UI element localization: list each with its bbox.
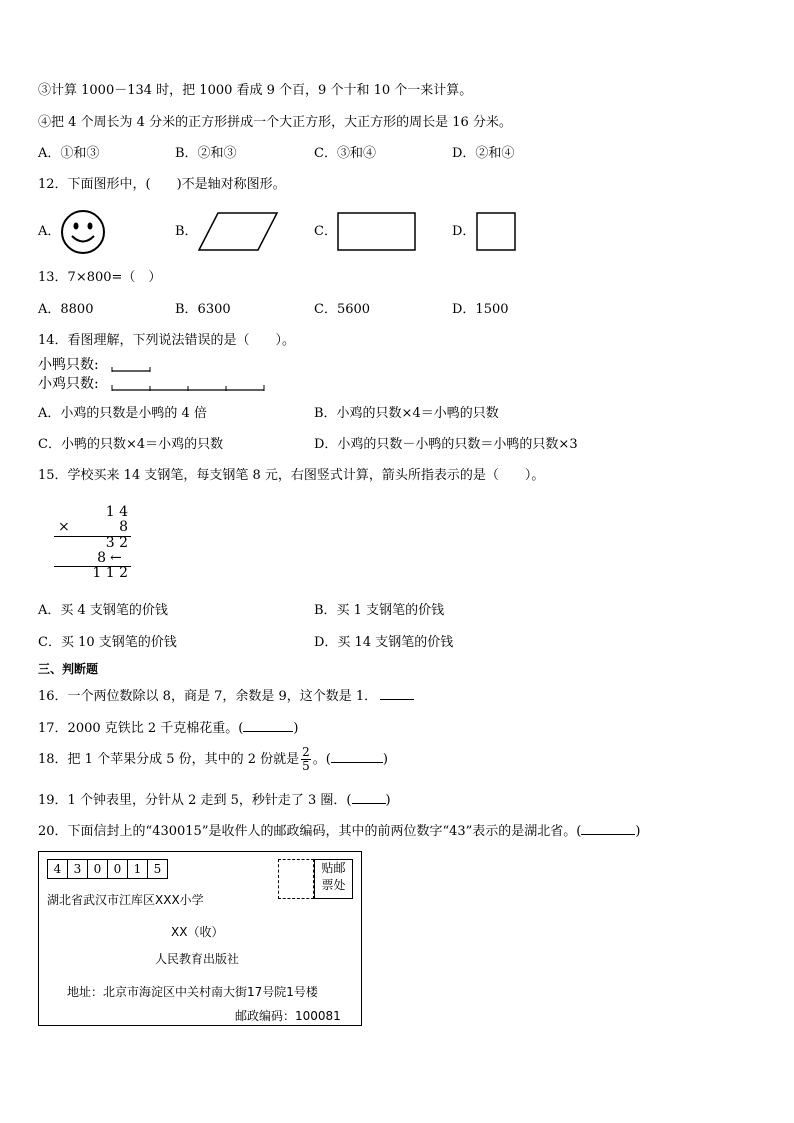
sender-postcode: 邮政编码：100081 bbox=[235, 1009, 341, 1023]
q12-option-c-letter[interactable]: C． bbox=[314, 224, 337, 239]
recipient-postcode bbox=[47, 859, 167, 879]
q11-option-b[interactable]: B．②和③ bbox=[175, 146, 237, 161]
postcode-digit: 0 bbox=[107, 859, 128, 879]
sender-address: 地址：北京市海淀区中关村南大街17号院1号楼 bbox=[67, 985, 318, 999]
q18-tail: 。( bbox=[312, 752, 331, 767]
q16-answer-blank[interactable] bbox=[380, 687, 414, 700]
q18-answer-blank[interactable] bbox=[331, 750, 383, 763]
q12-option-d-letter[interactable]: D． bbox=[452, 224, 476, 239]
q14-option-d[interactable]: D．小鸡的只数－小鸭的只数＝小鸭的只数×3 bbox=[314, 437, 578, 452]
postcode-digit: 5 bbox=[147, 859, 168, 879]
q20-line bbox=[38, 822, 640, 840]
q19-stem: 19．1 个钟表里，分针从 2 走到 5，秒针走了 3 圈．( bbox=[38, 793, 352, 808]
q11-option-a[interactable]: A．①和③ bbox=[38, 146, 100, 161]
stamp-label-line1: 贴邮 bbox=[321, 861, 346, 875]
q19-answer-blank[interactable] bbox=[352, 791, 386, 804]
q20-answer-blank[interactable] bbox=[581, 822, 635, 835]
q19-line bbox=[38, 791, 391, 809]
q13-option-d[interactable]: D．1500 bbox=[452, 302, 509, 317]
q19-close: ) bbox=[385, 793, 391, 808]
q14-option-b[interactable]: B．小鸡的只数×4＝小鸭的只数 bbox=[314, 406, 499, 421]
q17-close: ) bbox=[293, 721, 299, 736]
square-shape bbox=[476, 212, 518, 252]
q17-answer-blank[interactable] bbox=[243, 719, 293, 732]
q15-option-d[interactable]: D．买 14 支钢笔的价钱 bbox=[314, 635, 454, 650]
vertical-multiplicand: 1 4 bbox=[105, 504, 128, 520]
q16-line bbox=[38, 687, 414, 705]
duck-count-label: 小鸭只数: bbox=[38, 357, 99, 373]
vertical-partial-2: 8 bbox=[97, 550, 106, 566]
q12-stem: 12．下面图形中，( )不是轴对称图形。 bbox=[38, 177, 286, 192]
q15-option-b[interactable]: B．买 1 支钢笔的价钱 bbox=[314, 603, 445, 618]
stamp-placeholder bbox=[278, 859, 314, 899]
q18-close: ) bbox=[382, 752, 388, 767]
q15-stem: 15．学校买来 14 支钢笔，每支钢笔 8 元，右图竖式计算，箭头所指表示的是（ ）。 bbox=[38, 468, 545, 483]
section-title: 三、判断题 bbox=[38, 662, 99, 676]
recipient-name: XX（收） bbox=[171, 925, 224, 939]
q11-item4: ④把 4 个周长为 4 分米的正方形拼成一个大正方形，大正方形的周长是 16 分米。 bbox=[38, 115, 512, 130]
vertical-result: 1 1 2 bbox=[92, 565, 128, 581]
q20-close: ) bbox=[635, 824, 641, 839]
postcode-digit: 4 bbox=[47, 859, 68, 879]
envelope bbox=[38, 851, 362, 1026]
rectangle-shape bbox=[337, 212, 417, 252]
recipient-address: 湖北省武汉市江库区XXX小学 bbox=[47, 893, 204, 907]
q14-stem: 14．看图理解，下列说法错误的是（ ）。 bbox=[38, 333, 296, 348]
q13-option-a[interactable]: A．8800 bbox=[38, 302, 94, 317]
q18-numerator: 2 bbox=[302, 745, 310, 759]
q17-line bbox=[38, 719, 298, 737]
q12-option-b-letter[interactable]: B． bbox=[175, 224, 198, 239]
postcode-digit: 0 bbox=[87, 859, 108, 879]
q18-denominator: 5 bbox=[302, 759, 310, 773]
q14-option-c[interactable]: C．小鸭的只数×4＝小鸡的只数 bbox=[38, 437, 224, 452]
q13-stem: 13．7×800=（ ） bbox=[38, 270, 162, 285]
q15-option-c[interactable]: C．买 10 支钢笔的价钱 bbox=[38, 635, 177, 650]
q15-option-a[interactable]: A．买 4 支钢笔的价钱 bbox=[38, 603, 168, 618]
postcode-digit: 3 bbox=[67, 859, 88, 879]
q18-stem: 18．把 1 个苹果分成 5 份，其中的 2 份就是 bbox=[38, 752, 300, 767]
q12-option-a-letter[interactable]: A． bbox=[38, 224, 61, 239]
stamp-label-box bbox=[314, 859, 353, 899]
chick-count-bar bbox=[108, 381, 273, 393]
q11-option-c[interactable]: C．③和④ bbox=[314, 146, 376, 161]
smiley-face-icon bbox=[60, 209, 106, 255]
vertical-arrow: ← bbox=[110, 550, 122, 566]
q18-line bbox=[38, 745, 388, 775]
parallelogram-shape bbox=[198, 212, 280, 252]
q18-fraction bbox=[301, 746, 311, 773]
vertical-partial-1: 3 2 bbox=[105, 535, 128, 551]
q16-stem: 16．一个两位数除以 8，商是 7，余数是 9，这个数是 1． bbox=[38, 689, 378, 704]
q14-option-a[interactable]: A．小鸡的只数是小鸭的 4 倍 bbox=[38, 406, 207, 421]
q20-stem: 20．下面信封上的“430015”是收件人的邮政编码，其中的前两位数字“43”表示的是湖北省。( bbox=[38, 824, 582, 839]
q13-option-c[interactable]: C．5600 bbox=[314, 302, 371, 317]
vertical-multiplier: 8 bbox=[119, 519, 128, 535]
vertical-times-sign: × bbox=[58, 519, 70, 535]
q11-item3: ③计算 1000－134 时，把 1000 看成 9 个百，9 个十和 10 个一来计算。 bbox=[38, 83, 473, 98]
q13-option-b[interactable]: B．6300 bbox=[175, 302, 231, 317]
chick-count-label: 小鸡只数: bbox=[38, 376, 99, 392]
postcode-digit: 1 bbox=[127, 859, 148, 879]
duck-count-bar bbox=[108, 362, 158, 374]
q17-stem: 17．2000 克铁比 2 千克棉花重。( bbox=[38, 721, 244, 736]
stamp-label-line2: 票处 bbox=[321, 878, 346, 892]
q11-option-d[interactable]: D．②和④ bbox=[452, 146, 515, 161]
sender-name: 人民教育出版社 bbox=[155, 952, 240, 966]
